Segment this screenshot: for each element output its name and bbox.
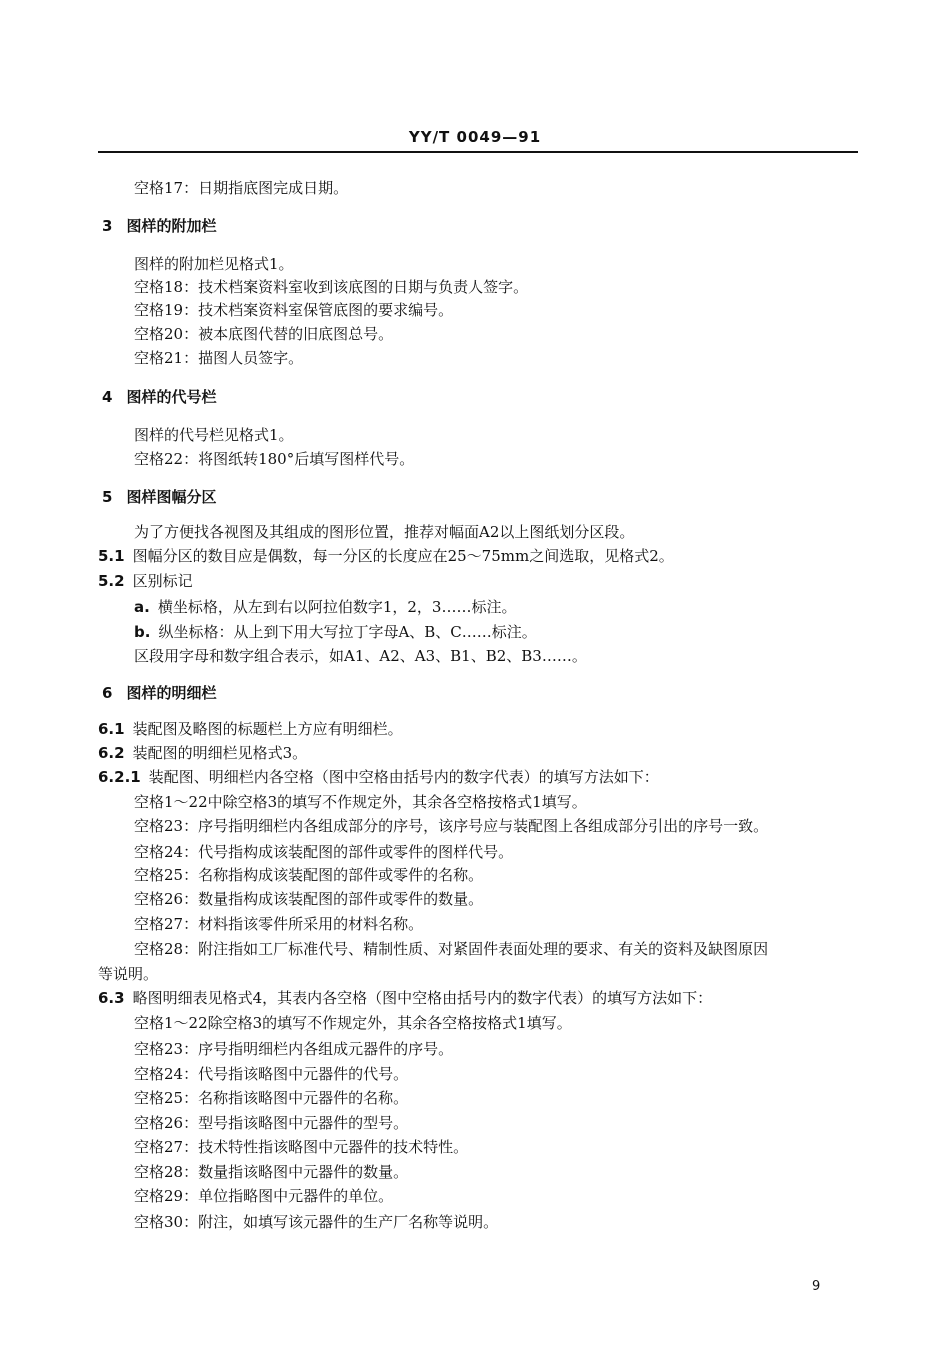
text-line: 空格1～22中除空格3的填写不作规定外，其余各空格按格式1填写。 bbox=[134, 793, 587, 811]
clause-6-2 bbox=[98, 743, 307, 763]
section-title: 图样的明细栏 bbox=[126, 684, 217, 702]
list-item-a bbox=[134, 597, 516, 617]
list-marker: a. bbox=[134, 598, 150, 616]
text-line: 空格18：技术档案资料室收到该底图的日期与负责人签字。 bbox=[134, 278, 529, 296]
text-line: 空格17：日期指底图完成日期。 bbox=[134, 179, 349, 197]
text-line: 图样的附加栏见格式1。 bbox=[134, 255, 294, 273]
page-number: 9 bbox=[812, 1279, 821, 1294]
text-line: 空格23：序号指明细栏内各组成部分的序号，该序号应与装配图上各组成部分引出的序号一致。 bbox=[134, 817, 769, 835]
list-text: 横坐标格，从左到右以阿拉伯数字1，2，3……标注。 bbox=[157, 598, 517, 616]
list-item-b bbox=[134, 622, 537, 642]
section-title: 图样图幅分区 bbox=[126, 488, 217, 506]
text-line: 空格21：描图人员签字。 bbox=[134, 349, 304, 367]
list-text: 纵坐标格：从上到下用大写拉丁字母A、B、C……标注。 bbox=[158, 623, 537, 641]
text-line: 空格28：附注指如工厂标准代号、精制性质、对紧固件表面处理的要求、有关的资料及缺图原因 bbox=[134, 940, 769, 958]
text-line: 等说明。 bbox=[98, 965, 159, 983]
section-title: 图样的附加栏 bbox=[126, 217, 217, 235]
clause-number: 6.3 bbox=[98, 989, 125, 1007]
section-number: 4 bbox=[102, 388, 113, 406]
clause-6-2-1 bbox=[98, 767, 659, 787]
standard-code-header: YY/T 0049—91 bbox=[408, 128, 542, 146]
clause-text: 区别标记 bbox=[132, 572, 193, 590]
text-line: 空格23：序号指明细栏内各组成元器件的序号。 bbox=[134, 1040, 454, 1058]
text-line: 空格22：将图纸转180°后填写图样代号。 bbox=[134, 450, 415, 468]
section-6-heading bbox=[102, 683, 216, 703]
clause-number: 6.2 bbox=[98, 744, 125, 762]
text-line: 空格26：数量指构成该装配图的部件或零件的数量。 bbox=[134, 890, 484, 908]
section-number: 5 bbox=[102, 488, 113, 506]
text-line: 空格27：材料指该零件所采用的材料名称。 bbox=[134, 915, 424, 933]
text-line: 区段用字母和数字组合表示，如A1、A2、A3、B1、B2、B3……。 bbox=[134, 647, 587, 665]
clause-text: 装配图、明细栏内各空格（图中空格由括号内的数字代表）的填写方法如下： bbox=[148, 768, 659, 786]
text-line: 空格27：技术特性指该略图中元器件的技术特性。 bbox=[134, 1138, 469, 1156]
section-3-heading bbox=[102, 216, 216, 236]
clause-text: 图幅分区的数目应是偶数，每一分区的长度应在25～75mm之间选取，见格式2。 bbox=[132, 547, 674, 565]
clause-5-2 bbox=[98, 571, 193, 591]
section-title: 图样的代号栏 bbox=[126, 388, 217, 406]
clause-text: 略图明细表见格式4，其表内各空格（图中空格由括号内的数字代表）的填写方法如下： bbox=[132, 989, 713, 1007]
clause-text: 装配图及略图的标题栏上方应有明细栏。 bbox=[132, 720, 403, 738]
text-line: 空格25：名称指构成该装配图的部件或零件的名称。 bbox=[134, 866, 484, 884]
text-line: 为了方便找各视图及其组成的图形位置，推荐对幅面A2以上图纸划分区段。 bbox=[134, 523, 635, 541]
section-number: 3 bbox=[102, 217, 113, 235]
list-marker: b. bbox=[134, 623, 151, 641]
clause-number: 5.2 bbox=[98, 572, 125, 590]
section-4-heading bbox=[102, 387, 216, 407]
clause-6-3 bbox=[98, 988, 712, 1008]
text-line: 空格30：附注，如填写该元器件的生产厂名称等说明。 bbox=[134, 1213, 499, 1231]
section-number: 6 bbox=[102, 684, 113, 702]
clause-number: 6.2.1 bbox=[98, 768, 141, 786]
text-line: 空格20：被本底图代替的旧底图总号。 bbox=[134, 325, 394, 343]
clause-text: 装配图的明细栏见格式3。 bbox=[132, 744, 308, 762]
clause-number: 5.1 bbox=[98, 547, 125, 565]
text-line: 图样的代号栏见格式1。 bbox=[134, 426, 294, 444]
clause-number: 6.1 bbox=[98, 720, 125, 738]
header-rule bbox=[98, 151, 858, 153]
clause-6-1 bbox=[98, 719, 403, 739]
text-line: 空格24：代号指构成该装配图的部件或零件的图样代号。 bbox=[134, 843, 514, 861]
text-line: 空格26：型号指该略图中元器件的型号。 bbox=[134, 1114, 409, 1132]
text-line: 空格24：代号指该略图中元器件的代号。 bbox=[134, 1065, 409, 1083]
text-line: 空格29：单位指略图中元器件的单位。 bbox=[134, 1187, 394, 1205]
clause-5-1 bbox=[98, 546, 674, 566]
text-line: 空格1～22除空格3的填写不作规定外，其余各空格按格式1填写。 bbox=[134, 1014, 572, 1032]
section-5-heading bbox=[102, 487, 216, 507]
text-line: 空格19：技术档案资料室保管底图的要求编号。 bbox=[134, 301, 454, 319]
text-line: 空格28：数量指该略图中元器件的数量。 bbox=[134, 1163, 409, 1181]
text-line: 空格25：名称指该略图中元器件的名称。 bbox=[134, 1089, 409, 1107]
